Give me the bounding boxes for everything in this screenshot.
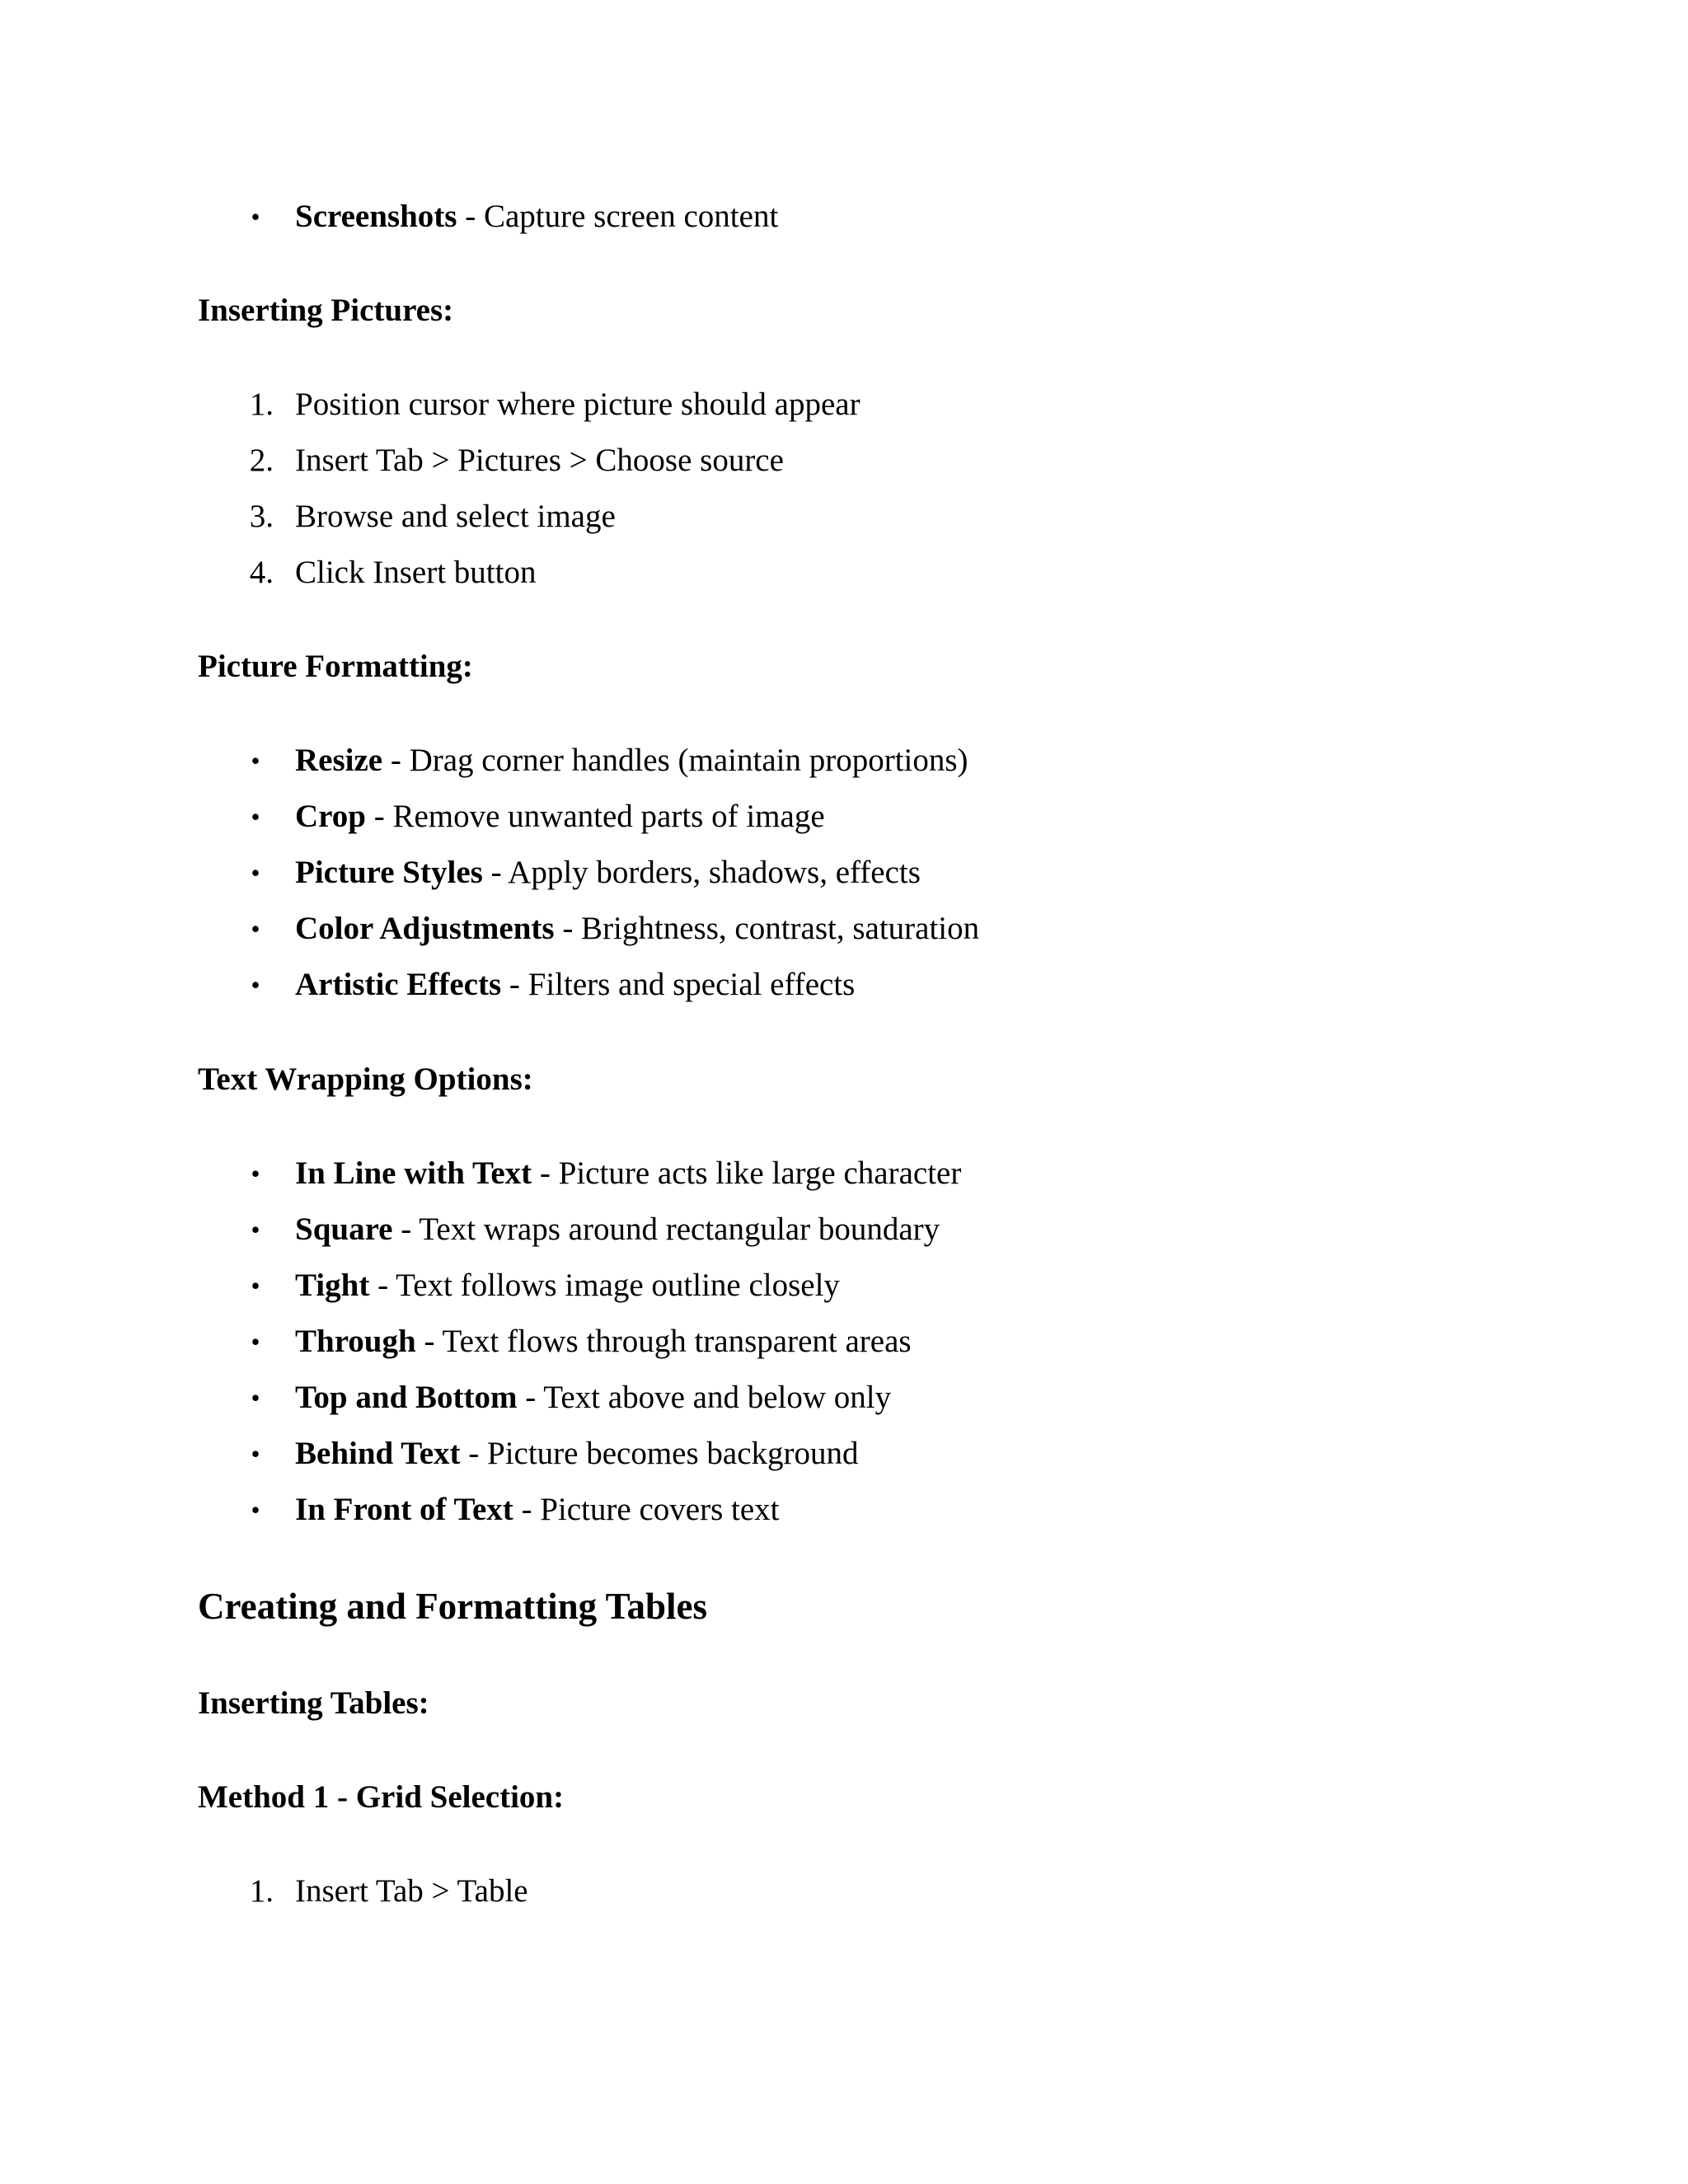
item-description: - Picture covers text — [513, 1492, 780, 1527]
item-term: Screenshots — [295, 199, 457, 234]
item-term: Square — [295, 1212, 393, 1247]
item-description: - Brightness, contrast, saturation — [554, 911, 980, 946]
item-description: - Text above and below only — [517, 1380, 892, 1415]
item-term: Tight — [295, 1268, 370, 1303]
item-term: In Line with Text — [295, 1155, 532, 1191]
item-term: Color Adjustments — [295, 911, 555, 946]
item-term: Crop — [295, 799, 366, 834]
heading-picture-formatting: Picture Formatting: — [198, 649, 473, 684]
item-description: - Capture screen content — [457, 199, 779, 234]
step-number: 1. — [249, 1873, 274, 1909]
item-term: In Front of Text — [295, 1492, 513, 1527]
item-description: - Remove unwanted parts of image — [365, 799, 825, 834]
step-text: Browse and select image — [295, 499, 616, 534]
bullet-marker: • — [251, 746, 260, 776]
bullet-marker: • — [251, 802, 260, 832]
bullet-marker: • — [251, 1495, 260, 1525]
bullet-marker: • — [251, 914, 260, 944]
item-description: - Drag corner handles (maintain proportions) — [382, 743, 968, 778]
item-description: - Filters and special effects — [501, 967, 856, 1002]
step-text: Insert Tab > Pictures > Choose source — [295, 443, 784, 478]
step-number: 1. — [249, 387, 274, 422]
bullet-marker: • — [251, 1439, 260, 1469]
item-description: - Picture acts like large character — [532, 1155, 962, 1191]
heading-inserting-pictures: Inserting Pictures: — [198, 293, 454, 328]
bullet-marker: • — [251, 1215, 260, 1244]
bullet-marker: • — [251, 970, 260, 1000]
heading-inserting-tables: Inserting Tables: — [198, 1685, 429, 1721]
heading-text-wrapping: Text Wrapping Options: — [198, 1062, 533, 1097]
section-title-tables: Creating and Formatting Tables — [198, 1586, 707, 1627]
item-term: Behind Text — [295, 1436, 461, 1471]
bullet-marker: • — [251, 1383, 260, 1413]
item-term: Resize — [295, 743, 383, 778]
heading-method-1: Method 1 - Grid Selection: — [198, 1779, 565, 1815]
bullet-marker: • — [251, 202, 260, 232]
step-text: Position cursor where picture should appear — [295, 387, 860, 422]
item-description: - Text flows through transparent areas — [415, 1324, 912, 1359]
step-text: Click Insert button — [295, 555, 537, 590]
step-number: 3. — [249, 499, 274, 534]
step-number: 4. — [249, 555, 274, 590]
item-description: - Picture becomes background — [460, 1436, 859, 1471]
item-description: - Text wraps around rectangular boundary — [392, 1212, 940, 1247]
step-text: Insert Tab > Table — [295, 1873, 528, 1909]
bullet-marker: • — [251, 858, 260, 888]
bullet-marker: • — [251, 1159, 260, 1188]
bullet-marker: • — [251, 1271, 260, 1301]
item-term: Artistic Effects — [295, 967, 502, 1002]
item-description: - Text follows image outline closely — [369, 1268, 840, 1303]
step-number: 2. — [249, 443, 274, 478]
bullet-marker: • — [251, 1327, 260, 1357]
item-description: - Apply borders, shadows, effects — [482, 855, 921, 890]
item-term: Through — [295, 1324, 416, 1359]
item-term: Picture Styles — [295, 855, 483, 890]
item-term: Top and Bottom — [295, 1380, 518, 1415]
